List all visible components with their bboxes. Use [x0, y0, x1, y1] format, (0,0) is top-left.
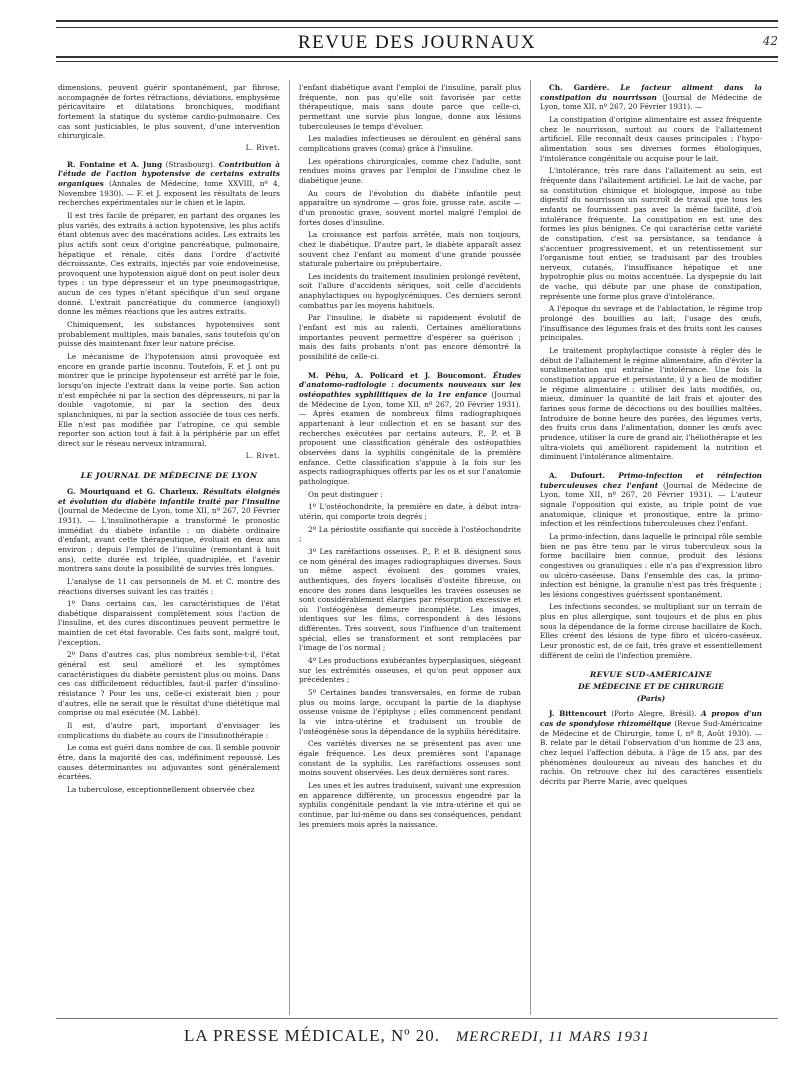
- article-mouriquand-charleux: [58, 487, 280, 574]
- article-reference: (Journal de Médecine de Lyon, tome XII, nº 267, 20 Février 1931). — L'auteur signale l'opposition qui existe, au triple point de vue anatomique, clinique et pronostique, entre la primo-infection et les réinfections tuberculeuses chez l'enfant.: [540, 480, 762, 529]
- article-reference: (Journal de Médecine de Lyon, tome XII, nº 267, 20 Février 1931). — L'insulinothérapie a transformé le pronostic immédiat du diabète infantile : un diabète ordinaire d'enfant, avant cette thérapeutique, évoluait en deux ans environ ; depuis l'emploi de l'insuline (remontant à huit ans), cette durée est triplée, quadruplée, et l'avenir montrera sans doute la possibilité de survies très longues.: [58, 506, 280, 574]
- header-rule-mid: [56, 27, 778, 28]
- paragraph: 1º Dans certains cas, les caractéristiques de l'état diabétique disparaissent complètement sous l'action de l'insuline, et des cures discontinues peuvent permettre le maintien de cet état favorable. Ces faits sont, malgré tout, l'exception.: [58, 599, 280, 647]
- article-dufourt: [540, 471, 762, 529]
- article-location: (Porto Alegre, Brésil).: [606, 709, 701, 719]
- paragraph: On peut distinguer :: [308, 489, 383, 499]
- article-reference: (Journal de Médecine de Lyon, tome XII, nº 267, 20 Février 1931). —: [540, 92, 762, 112]
- paragraph: 4º Les productions exubérantes hyperplasiques, siégeant sur les extrémités osseuses, et qu'on peut opposer aux précédentes ;: [299, 656, 521, 685]
- article-fontaine-jung: [58, 160, 280, 208]
- running-header-title: REVUE DES JOURNAUX: [297, 32, 537, 53]
- article-authors: J. Bittencourt: [549, 709, 607, 719]
- signature: L. Rivet.: [245, 143, 280, 152]
- paragraph: Ces variétés diverses ne se présentent pas avec une égale fréquence. Les deux premières sont l'apanage constant de la syphilis. Les raréfactions osseuses sont moins souvent observées. Les deux dernières sont rares.: [299, 739, 521, 778]
- signature: L. Rivet.: [245, 451, 280, 460]
- page-number: 42: [762, 34, 778, 48]
- column-middle: [299, 83, 521, 1013]
- paragraph: Les unes et les autres traduisent, suivant une expression en apparence différente, un processus engendré par la syphilis congénitale pendant la vie intra-utérine et qui se continue, par lui-même ou dans ses conséquences, pendant les premiers mois après la naissance.: [299, 780, 521, 829]
- column-divider-2: [530, 80, 531, 1015]
- paragraph: 1º L'ostéochondrite, la première en date, à début intra-utérin, qui comporte trois degrés ;: [299, 502, 521, 521]
- paragraph: Chimiquement, les substances hypotensives sont probablement multiples, mais banales, sans toutefois qu'on puisse dès maintenant fixer leur nature précise.: [58, 320, 280, 349]
- paragraph: 3º Les raréfactions osseuses. P., P. et B. désignent sous ce nom général des images radiographiques diverses. Sous un même aspect évoluent des gommes vraies, authentiques, des foyers localisés d'ostéite fibreuse, ou encore des zones dans lesquelles les travées osseuses se sont considérablement élargies par résorption excessive et où l'ostéogénèse demeure incomplète. Les images, identiques sur les films, correspondent à des lésions différentes. Très souvent, sous l'influence d'un traitement spécial, elles se transforment et sont remplacées par l'image de l'os normal ;: [299, 546, 521, 653]
- article-authors: R. Fontaine et A. Jung: [67, 159, 163, 169]
- paragraph: 2º La périostite ossifiante qui succède à l'ostéochondrite ;: [299, 524, 521, 544]
- footer-rule: [56, 1018, 778, 1019]
- article-authors: G. Mouriquand et G. Charleux.: [67, 486, 199, 496]
- paragraph: L'intolérance, très rare dans l'allaitement au sein, est fréquente dans l'allaitement artificiel. Le lait de vache, par sa constitution chimique et biologique, imposé au tube digestif du nourrisson un surcroît de travail que tous les enfants ne fournissent pas avec la même facilité, d'où intolérance fréquente. La constipation en est une des formes les plus bénignes. Ce qui caractérise cette variété de constipation, c'est sa persistance, sa tendance à s'accentuer progressivement, et un retentissement sur l'organisme tout entier, se traduisant par des troubles nerveux, cutanés, l'insuffisance hépatique et une hypotrophie plus ou moins accentuée. La dyspepsie du lait de vache, qui débute par une phase de constipation, représente une forme plus grave d'intolérance.: [540, 166, 762, 301]
- article-title: Contribution à l'étude de l'action hypotensive de certains extraits organiques: [58, 159, 280, 188]
- article-reference: (Annales de Médecine, tome XXVIII, nº 4, Novembre 1930). — F. et J. exposent les résultats de leurs recherches expérimentales sur le chien et le lapin.: [58, 178, 280, 208]
- paragraph: Il est, d'autre part, important d'envisager les complications du diabète au cours de l'insulinothérapie :: [58, 721, 280, 740]
- article-authors: A. Dufourt.: [549, 470, 606, 480]
- paragraph: L'analyse de 11 cas personnels de M. et C. montre des réactions diverses suivant les cas traités :: [58, 576, 280, 596]
- article-location: (Strasbourg).: [162, 159, 219, 169]
- article-reference: (Revue Sud-Américaine de Médecine et de Chirurgie, tome I, nº 8, Août 1930). — B. relate par le détail l'observation d'un homme de 23 ans, chez lequel l'affection débuta, à l'âge de 15 ans, par des phénomènes douloureux au niveau des hanches et du rachis. On retrouve chez lui des caractères essentiels décrits par Pierre Marie, avec quelques: [540, 719, 762, 786]
- header-rule-bottom-thin: [56, 61, 778, 62]
- article-pehu-policard-boucomont: [299, 371, 521, 487]
- paragraph: Le coma est guéri dans nombre de cas. Il semble pouvoir être, dans la majorité des cas, indéfiniment repoussé. Les causes déterminantes ou adjuvantes sont généralement écartées.: [58, 743, 280, 782]
- article-authors: M. Péhu, A. Policard et J. Boucomont.: [308, 370, 487, 380]
- header-rule-bottom: [56, 56, 778, 58]
- footer-date: MERCREDI, 11 MARS 1931: [455, 1029, 650, 1045]
- article-title: Le facteur aliment dans la constipation du nourrisson: [540, 83, 762, 102]
- section-heading: REVUE SUD-AMÉRICAINE: [589, 670, 713, 680]
- article-reference: (Journal de Médecine de Lyon, tome XII, nº 267, 20 Février 1931). — Après examen de nombreux films radiographiques appartenant à leur collection et en se basant sur des recherches exécutées par certains auteurs, P., P. et B proposent une classification générale des ostéopathies observées dans la syphilis congénitale de la première enfance. Cette classification s'appuie à la fois sur les aspects radiographiques offerts par les os et sur l'anatomie pathologique.: [299, 390, 521, 486]
- article-title: Primo-infection et réinfection tuberculeuses chez l'enfant: [540, 470, 762, 490]
- paragraph: Le traitement prophylactique consiste à régler dès le début de l'allaitement le régime alimentaire, afin d'éviter la suralimentation qui entraîne l'intolérance. Une fois la constipation apparue et persistante, il y a lieu de modifier le régime alimentaire : utiliser des laits modifiés, ou, mieux, diminuer la quantité de lait frais et ajouter des farines sous forme de décoctions ou des bouillies maltées. Introduire de bonne heure des purées, des légumes verts, des fruits crus dans l'alimentation, donner les œufs avec prudence, utiliser la cure de grand air, l'héliothérapie et les ultra-violets qui améliorent rapidement la nutrition et diminuent l'intolérance alimentaire.: [540, 346, 762, 462]
- paragraph: dimensions, peuvent guérir spontanément, par fibrose, accompagnée de fortes rétractions, déviations, emphysème péricavitaire et dilatations bronchiques, modifiant fortement la statique du système cardio-pulmonaire. Ces cas sont justiciables, le plus souvent, d'une intervention chirurgicale.: [58, 83, 280, 141]
- column-right: [540, 83, 762, 1013]
- paragraph: Il est très facile de préparer, en partant des organes les plus variés, des extraits à action hypotensive, les plus actifs étant obtenus avec des macérations acides. Les extraits les plus actifs sont ceux d'origine pancréatique, pulmonaire, hépatique et rénale, cités dans l'ordre d'activité décroissante. Ces extraits, injectés par voie endoveineuse, provoquent une hypotension aiguë dont on peut isoler deux types : un type dépresseur et un type pneumogastrique, aucun de ces types n'étant spécifique d'un seul organe donné. L'extrait pancréatique du commerce (angioxyl) donne les mêmes réactions que les autres extraits.: [58, 210, 280, 317]
- paragraph: l'enfant diabétique avant l'emploi de l'insuline, paraît plus fréquente, non pas qu'elle soit favorisée par cette thérapeutique, mais sans doute parce que celle-ci, permettant une survie plus longue, donne aux lésions tuberculeuses le temps d'évoluer.: [299, 83, 521, 131]
- paragraph: 5º Certaines bandes transversales, en forme de ruban plus ou moins large, occupant la partie de la diaphyse osseuse voisine de l'épiphyse ; elles commencent pendant la vie intra-utérine et traduisent un trouble de l'ostéogénèse sous la dépendance de la syphilis héréditaire.: [299, 688, 521, 736]
- paragraph: Les opérations chirurgicales, comme chez l'adulte, sont rendues moins graves par l'emploi de l'insuline chez le diabétique jeune.: [299, 156, 521, 185]
- paragraph: Les incidents du traitement insulinien prolongé revêtent, soit l'allure d'accidents sériques, soit celle d'accidents anaphylactiques ou hypoglycémiques. Ces derniers seront combattus par les moyens habituels.: [299, 271, 521, 310]
- column-left: [58, 83, 280, 1013]
- paragraph: Les infections secondes, se multipliant sur un terrain de plus en plus allergique, sont toujours et de plus en plus sous la dépendance de la forme circuse bacillaire de Koch. Elles créent des lésions de type fibro et ulcéro-caséeux. Leur pronostic est, de ce fait, très grave et essentiellement différent de celui de l'infection première.: [540, 602, 762, 660]
- paragraph: 2º Dans d'autres cas, plus nombreux semble-t-il, l'état général est seul amélioré et les symptômes caractéristiques du diabète persistent plus ou moins. Dans ces cas difficilement réductibles, faut-il parler d'insulino-résistance ? Pour les uns, celle-ci existerait bien ; pour d'autres, elle ne serait que le résultat d'une diététique mal comprise ou mal exécutée (M. Labbé).: [58, 650, 280, 718]
- paragraph: Le mécanisme de l'hypotension ainsi provoquée est encore en grande partie inconnu. Toutefois, F. et J. ont pu montrer que le principe hypotenseur est arrêté par le foie, lorsqu'on injecte l'extrait dans la veine porte. Son action n'est empêchée ni par la section des dépresseurs, ni par la double vagotomie, ni par la section des deux splanchniques, ni par la section associée de tous ces nerfs. Elle n'est pas modifiée par l'atropine, ce qui semble reporter son action tout à fait à la périphérie par un effet direct sur le réseau nerveux intramural.: [58, 352, 280, 448]
- section-subheading: DE MÉDECINE ET DE CHIRURGIE: [578, 682, 724, 692]
- article-title: Résultats éloignés et évolution du diabète infantile traité par l'insuline: [58, 486, 280, 506]
- paragraph: Les maladies infectieuses se déroulent en général sans complications graves (coma) grâce à l'insuline.: [299, 134, 521, 153]
- paragraph: Au cours de l'évolution du diabète infantile peut apparaître un syndrome — gros foie, grosse rate, ascite — d'un pronostic grave, souvent mortel malgré l'emploi de fortes doses d'insuline.: [299, 188, 521, 227]
- paragraph: Par l'insuline, le diabète si rapidement évolutif de l'enfant est mis au ralenti. Certaines améliorations importantes peuvent permettre d'espérer sa guérison ; mais des faits probants n'ont pas encore démontré la possibilité de celle-ci.: [299, 313, 521, 362]
- running-footer: [56, 1026, 778, 1046]
- article-title: A propos d'un cas de spondylose rhizomélique: [540, 709, 762, 729]
- article-bittencourt: [540, 709, 762, 786]
- paragraph: A l'époque du sevrage et de l'ablactation, le régime trop prolongé des bouillies au lait, l'usage des œufs, l'insuffisance des légumes frais et des fruits sont les causes principales.: [540, 304, 762, 343]
- column-divider-1: [289, 80, 290, 1015]
- section-heading: LE JOURNAL DE MÉDECINE DE LYON: [80, 471, 258, 481]
- article-gardere: [540, 83, 762, 112]
- article-title: Études d'anatomo-radiologie : documents nouveaux sur les ostéopathies syphilitiques de la 1re enfance: [299, 370, 521, 400]
- paragraph: La croissance est parfois arrêtée, mais non toujours, chez le diabétique. D'autre part, le diabète apparaît assez souvent chez l'enfant au moment d'une grande poussée staturale pubertaire ou prépubertaire.: [299, 230, 521, 269]
- footer-journal: LA PRESSE MÉDICALE, Nº 20.: [183, 1026, 441, 1045]
- paragraph: La constipation d'origine alimentaire est assez fréquente chez le nourrisson, surtout au cours de l'allaitement artificiel. Elle reconnaît deux causes principales : l'hypo-alimentation sous ses diverses formes étiologiques, l'intolérance congénitale ou acquise pour le lait.: [540, 114, 762, 163]
- article-authors: Ch. Gardère.: [549, 83, 610, 92]
- paragraph: La tuberculose, exceptionnellement observée chez: [67, 784, 255, 794]
- paragraph: La primo-infection, dans laquelle le principal rôle semble bien ne pas être tenu par le virus tuberculeux sous la forme bacillaire bien connue, produit des lésions congestives ou granuliques : elle n'a pas d'expression libro ou ulcéro-caséeuse. Dans l'ensemble des cas, la primo-infection est bénigne, la granulie n'est pas très fréquente ; les lésions congestives guérissent spontanément.: [540, 531, 762, 599]
- header-rule-top: [56, 20, 778, 22]
- section-location: (Paris): [636, 693, 666, 703]
